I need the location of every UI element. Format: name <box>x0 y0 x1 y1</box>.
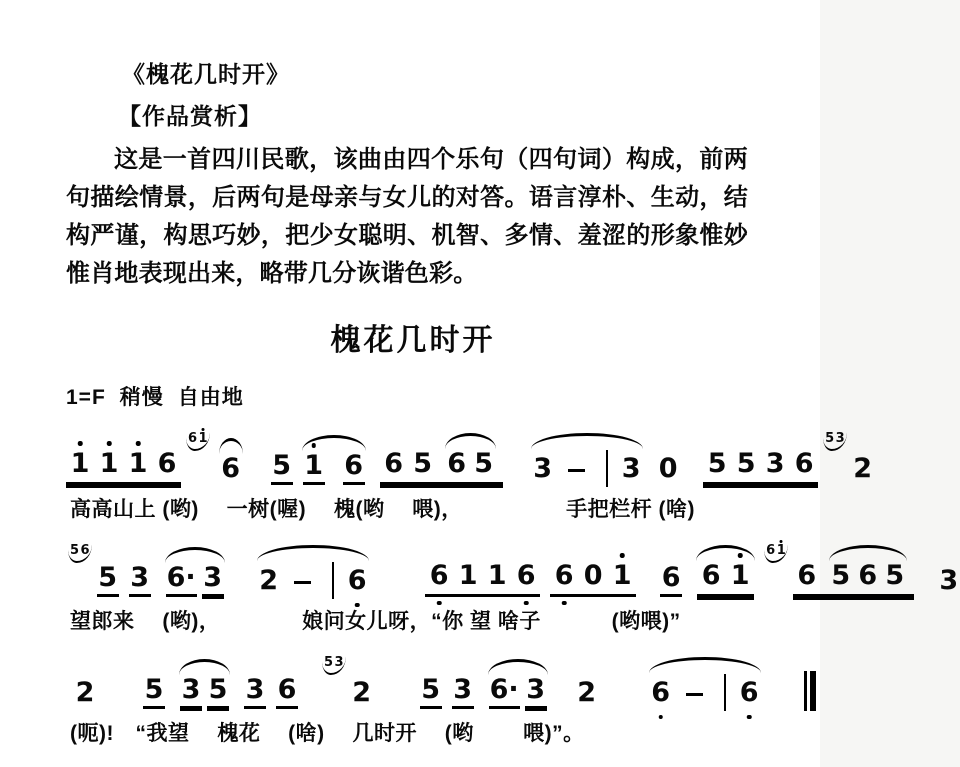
note: 2 <box>75 677 95 708</box>
note: 5 <box>707 448 727 479</box>
analysis-paragraph: 这是一首四川民歌，该曲由四个乐句（四句词）构成，前两句描绘情景，后两句是母亲与女儿的对答。语言淳朴、生动，结构严谨，构思巧妙，把少女聪明、机智、多情、羞涩的形象惟妙惟肖地表现出来，略带几分诙谐色彩。 <box>66 146 748 287</box>
grace-note: 5 <box>324 655 334 670</box>
dash-note <box>294 581 311 585</box>
section-label: 【作品赏析】 <box>118 103 262 129</box>
note: 6 <box>384 448 403 479</box>
note: 6· <box>489 674 520 709</box>
note: 6 <box>554 560 574 591</box>
slur-group <box>253 545 374 597</box>
note: 1 <box>99 448 119 479</box>
barline <box>606 450 609 487</box>
grace-note: 1 <box>776 543 786 558</box>
note: 2 <box>577 677 597 708</box>
beam-group <box>66 448 181 485</box>
note: 3 <box>452 674 474 709</box>
dash-note <box>568 469 585 473</box>
lyrics-line: 望郎来 (哟)， 娘问女儿呀，“你 望 啥子 (哟喂)” <box>70 610 681 633</box>
grace-note: 1 <box>198 431 208 446</box>
note: 6 <box>447 448 466 479</box>
slur-group <box>825 545 911 592</box>
slur-group <box>692 545 759 597</box>
note: 6 <box>157 448 177 479</box>
final-barline-thin <box>804 671 807 711</box>
slur-group <box>645 657 766 709</box>
note: 3 <box>180 674 202 709</box>
grace-notes <box>186 431 210 451</box>
note: 6 <box>343 450 365 485</box>
beam-group <box>703 448 818 485</box>
book-title: 《槐花几时开》 <box>122 61 290 87</box>
note: 5 <box>885 560 905 591</box>
note: 6 <box>701 560 721 591</box>
slur-group <box>298 435 370 485</box>
beam-group <box>425 560 540 597</box>
note: 5 <box>831 560 851 591</box>
note: 3 <box>129 562 151 597</box>
note: 6· <box>166 562 197 597</box>
tempo-marking: 稍慢 <box>119 386 164 409</box>
note: 5 <box>420 674 442 709</box>
barline <box>724 674 727 711</box>
note: 2 <box>853 453 873 484</box>
note: 6 <box>221 453 240 484</box>
note: 6 <box>660 562 682 597</box>
note: 1 <box>612 560 632 591</box>
note: 1 <box>128 448 148 479</box>
note: 3 <box>939 565 959 596</box>
note: 6 <box>739 677 759 708</box>
key-tempo-line <box>66 381 760 411</box>
note: 2 <box>259 565 279 596</box>
slur-group <box>441 433 500 480</box>
note: 3 <box>202 562 224 597</box>
note: 1 <box>458 560 478 591</box>
grace-note: 3 <box>835 431 845 446</box>
note: 6 <box>429 560 449 591</box>
slur-group <box>484 659 552 709</box>
note: 5 <box>143 674 165 709</box>
note: 1 <box>303 450 325 485</box>
barline <box>332 562 335 599</box>
music-line <box>74 657 760 709</box>
note: 5 <box>413 448 432 479</box>
slur-group <box>175 659 234 709</box>
grace-note: 6 <box>766 543 776 558</box>
note: 6 <box>858 560 878 591</box>
grace-note: 5 <box>825 431 835 446</box>
note: 2 <box>352 677 371 708</box>
grace-note: 6 <box>80 543 90 558</box>
note: 3 <box>621 453 641 484</box>
grace-note: 6 <box>188 431 198 446</box>
beam-group <box>380 433 503 485</box>
note: 5 <box>474 448 493 479</box>
beam-group <box>793 545 914 597</box>
grace-notes <box>68 543 92 563</box>
note: 6 <box>276 674 298 709</box>
note: 3 <box>765 448 785 479</box>
beam-group <box>697 560 754 597</box>
note: 6 <box>651 677 671 708</box>
note: 6 <box>797 560 817 591</box>
final-barline-thick <box>810 671 817 711</box>
note: 5 <box>736 448 756 479</box>
note: 3 <box>525 674 547 709</box>
lyrics-line: (呃)! “我望 槐花 (啥) 几时开 (哟 喂)”。 <box>70 722 585 745</box>
note: 6 <box>347 565 367 596</box>
note: 5 <box>271 450 293 485</box>
song-title: 槐花几时开 <box>330 324 496 357</box>
expression-marking: 自由地 <box>177 386 244 409</box>
slur-group <box>527 433 648 485</box>
note: 0 <box>583 560 603 591</box>
spacer <box>330 484 338 485</box>
music-line <box>66 431 873 485</box>
grace-notes <box>764 543 788 563</box>
note: 3 <box>244 674 266 709</box>
note: 1 <box>487 560 507 591</box>
music-line <box>68 543 959 597</box>
note: 6 <box>516 560 536 591</box>
note: 3 <box>533 453 552 484</box>
slur-group <box>161 547 229 597</box>
note: 0 <box>658 453 678 484</box>
jianpu-score <box>66 431 959 747</box>
grace-note: 5 <box>70 543 80 558</box>
note: 5 <box>97 562 119 597</box>
grace-note: 3 <box>334 655 344 670</box>
key-signature: 1=F <box>66 386 106 409</box>
note: 1 <box>730 560 750 591</box>
grace-notes <box>823 431 847 451</box>
final-barline <box>804 671 816 711</box>
lyrics-line: 高高山上 (哟) 一树(喔) 槐(哟 喂)， 手把栏杆 (啥) <box>70 498 695 521</box>
grace-notes <box>322 655 346 675</box>
dash-note <box>686 693 703 697</box>
slur-group <box>215 438 247 485</box>
beam-group <box>550 560 636 597</box>
note: 5 <box>207 674 229 709</box>
note: 6 <box>794 448 814 479</box>
note: 1 <box>70 448 90 479</box>
